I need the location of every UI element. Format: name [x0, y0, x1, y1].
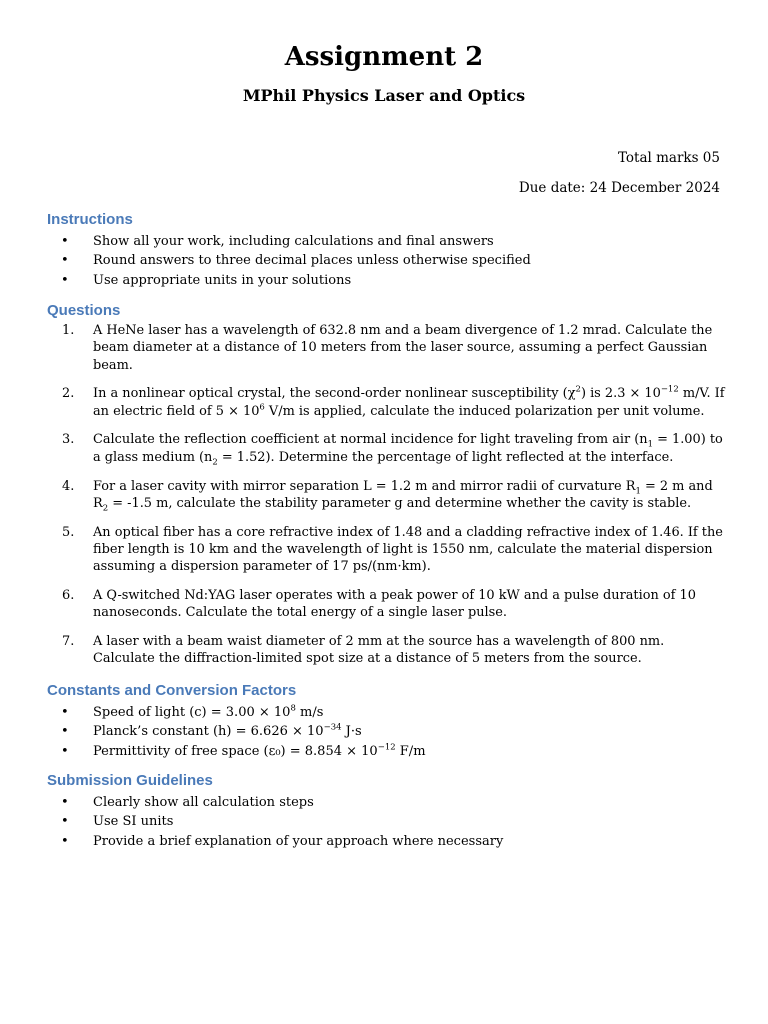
questions-section — [47, 301, 727, 679]
question-number: 6. — [62, 588, 75, 604]
question-item — [47, 587, 727, 622]
question-item — [47, 478, 727, 513]
instructions-heading: Instructions — [47, 211, 133, 228]
list-item: • Clearly show all calculation steps — [47, 793, 727, 812]
submission-list — [47, 793, 727, 851]
question-text: A laser with a beam waist diameter of 2 mm at the source has a wavelength of 800 nm. Calculate the diffraction-limited spot size at a distance of 5 meters from the source. — [93, 634, 665, 667]
question-text: Calculate the reflection coefficient at normal incidence for light traveling from air $(n_1 = 1.00)$ to a glass medium $(n_2 = 1.52)$. Determine the percentage of light reflected at the interface. — [93, 432, 723, 468]
submission-heading: Submission Guidelines — [47, 772, 213, 789]
question-item — [47, 633, 727, 668]
question-text: An optical fiber has a core refractive index of 1.48 and a cladding refractive index of 1.46. If the fiber length is 10 km and the wavelength of light is 1550 nm, calculate the material dispersion assuming a dispersion parameter of 17 ps/(nm·km). — [93, 524, 723, 575]
bullet-icon: • — [61, 234, 69, 249]
list-item: • Speed of light $(c) = 3.00 \times 10^8$ m/s — [47, 703, 727, 722]
question-item — [47, 431, 727, 466]
question-text: In a nonlinear optical crystal, the second-order nonlinear susceptibility $(\chi^2)$ is $2.3 \times 10^{-12}$ m/V. If an electric field of $5 \times 10^6$ V/m is applied, calculate the induced polarization per unit volume. — [93, 385, 725, 419]
question-text: For a laser cavity with mirror separation L = 1.2 m and mirror radii of curvature $R_1 = 2$ m and $R_2 = -1.5$ m, calculate the stability parameter g and determine whether the cavity is stable. — [93, 478, 713, 514]
bullet-icon: • — [61, 253, 69, 269]
constants-list — [47, 703, 727, 761]
bullet-icon: • — [61, 705, 69, 720]
constants-section — [47, 681, 727, 761]
bullet-icon: • — [61, 743, 69, 759]
question-item — [47, 524, 727, 576]
question-number: 2. — [62, 386, 75, 402]
page-title: Assignment 2 — [284, 42, 484, 72]
bullet-icon: • — [61, 724, 69, 740]
list-item: • Permittivity of free space $(\varepsilon_0) = 8.854 \times 10^{-12}$ F/m — [47, 742, 727, 761]
list-item: • Planck’s constant $(h) = 6.626 \times 10^{-34}$ J·s — [47, 722, 727, 741]
questions-heading: Questions — [47, 302, 121, 319]
question-number: 3. — [62, 432, 75, 448]
list-item: • Round answers to three decimal places unless otherwise specified — [47, 251, 727, 270]
question-text: A HeNe laser has a wavelength of 632.8 nm and a beam divergence of 1.2 mrad. Calculate the beam diameter at a distance of 10 meters from the laser source, assuming a perfect Gaussian beam. — [93, 323, 713, 373]
question-item — [47, 385, 727, 420]
question-text: A Q-switched Nd:YAG laser operates with a peak power of 10 kW and a pulse duration of 10 nanoseconds. Calculate the total energy of a single laser pulse. — [93, 588, 696, 621]
bullet-icon: • — [61, 833, 69, 849]
question-number: 5. — [62, 524, 75, 540]
total-marks: Total marks 05 — [617, 150, 720, 166]
question-number: 1. — [62, 323, 75, 338]
list-item: • Provide a brief explanation of your approach where necessary — [47, 832, 727, 851]
instructions-section — [47, 210, 727, 290]
bullet-icon: • — [61, 272, 69, 288]
question-number: 4. — [62, 478, 75, 494]
bullet-icon: • — [61, 814, 69, 830]
question-item — [47, 322, 727, 374]
submission-section — [47, 771, 727, 851]
list-item: • Use appropriate units in your solutions — [47, 271, 727, 290]
question-number: 7. — [62, 634, 75, 650]
page-subtitle: MPhil Physics Laser and Optics — [242, 86, 526, 105]
list-item: • Use SI units — [47, 812, 727, 831]
list-item: • Show all your work, including calculations and final answers — [47, 232, 727, 251]
questions-list — [47, 322, 727, 668]
due-date: Due date: 24 December 2024 — [518, 180, 720, 196]
bullet-icon: • — [61, 795, 69, 810]
constants-heading: Constants and Conversion Factors — [47, 682, 297, 699]
instructions-list — [47, 232, 727, 290]
